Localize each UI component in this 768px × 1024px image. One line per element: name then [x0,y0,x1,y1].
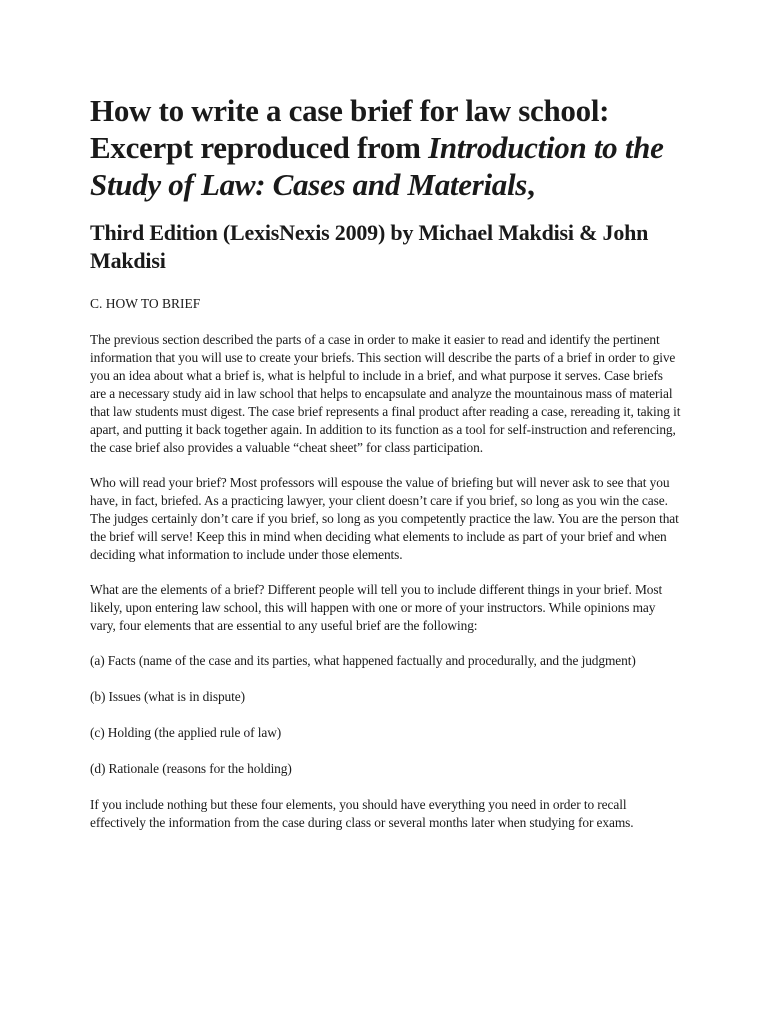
element-rationale: (d) Rationale (reasons for the holding) [90,761,292,776]
paragraph-closing: If you include nothing but these four elements, you should have everything you need in order to recall effectively the information from the case during class or several months later when studying for exams. [90,797,634,830]
element-holding: (c) Holding (the applied rule of law) [90,725,282,740]
book-title: Introduction to the Study of Law: Cases and Materials [90,130,664,202]
paragraph-who-reads: Who will read your brief? Most professors will espouse the value of briefing but will never ask to see that you have, in fact, briefed. As a practicing lawyer, your client doesn’t care if you brief, so long as you win the case. The judges certainly don’t care if you brief, so long as you competently practice the law. You are the person that the brief will serve! Keep this in mind when deciding what elements to include as part of your brief and when deciding what information to include under those elements. [90,475,679,562]
element-facts: (a) Facts (name of the case and its parties, what happened factually and procedurally, and the judgment) [90,653,636,668]
section-heading: C. HOW TO BRIEF [90,296,201,311]
title-text: How to write a case brief for law school: Excerpt reproduced from [90,93,610,165]
document-page [90,92,682,849]
paragraph-elements: What are the elements of a brief? Different people will tell you to include different things in your brief. Most likely, upon entering law school, this will happen with one or more of your instructors. While opinions may vary, four elements that are essential to any useful brief are the following: [90,582,663,633]
element-issues: (b) Issues (what is in dispute) [90,689,245,704]
title-comma: , [527,167,535,202]
document-title [90,92,682,203]
document-subtitle: Third Edition (LexisNexis 2009) by Michael Makdisi & John Makdisi [90,220,649,273]
paragraph-intro: The previous section described the parts of a case in order to make it easier to read and identify the pertinent information that you will use to create your briefs. This section will describe the parts of a brief in order to give you an idea about what a brief is, what is helpful to include in a brief, and what purpose it serves. Case briefs are a necessary study aid in law school that helps to encapsulate and analyze the mountainous mass of material that law students must digest. The case brief represents a final product after reading a case, rereading it, taking it apart, and putting it back together again. In addition to its function as a tool for self-instruction and referencing, the case brief also provides a valuable “cheat sheet” for class participation. [90,332,681,455]
